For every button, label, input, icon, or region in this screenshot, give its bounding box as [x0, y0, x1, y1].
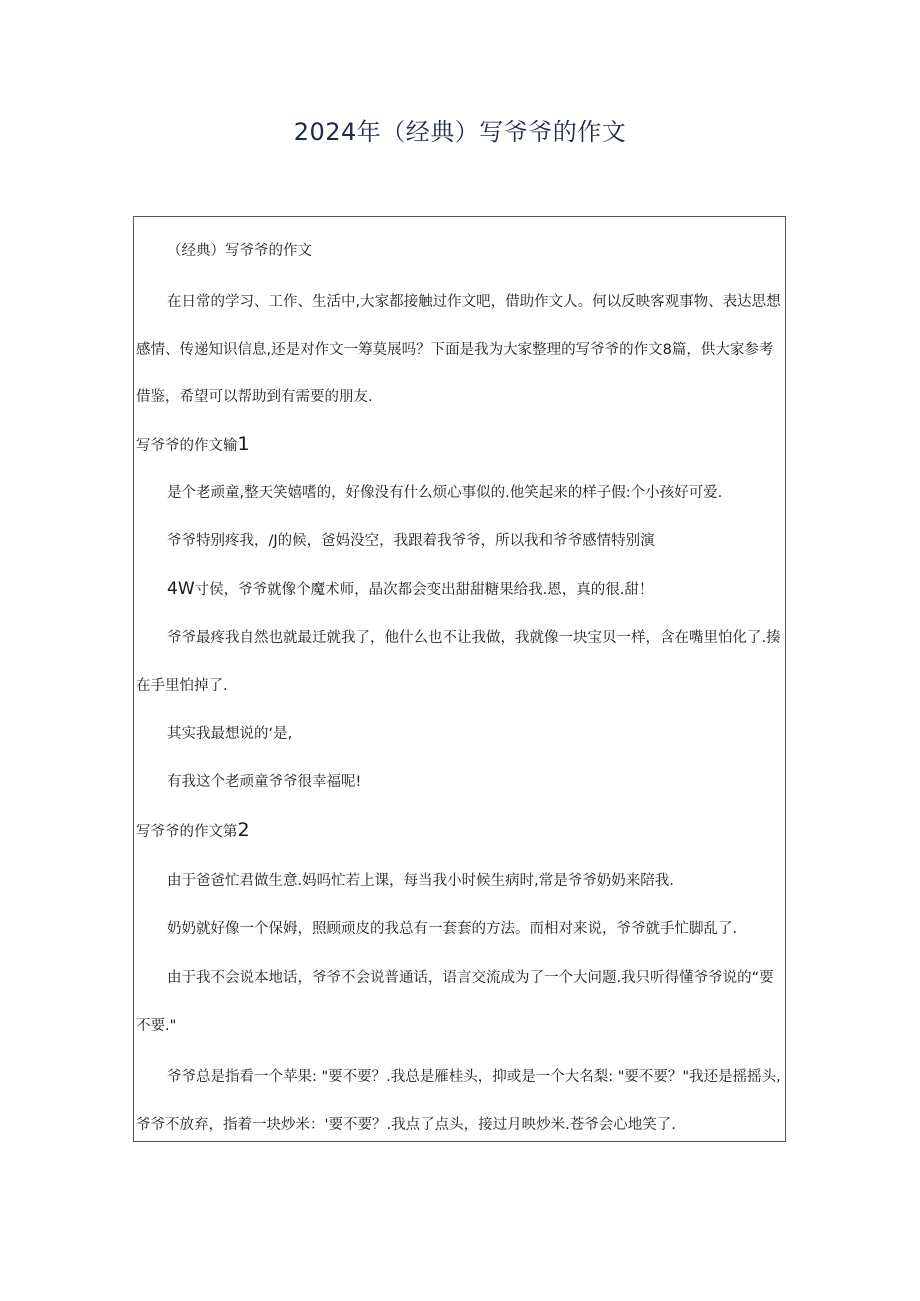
essay-2-paragraph-4-line-1: 爷爷总是指看一个苹果: "要不要？.我总是雁桂头，抑或是一个大名梨: "要不要？"我还是摇摇头,	[167, 1069, 781, 1085]
essay-2-paragraph-3-line-1: 由于我不会说本地话，爷爷不会说普通话，语言交流成为了一个大问题.我只听得懂爷爷说的“要	[167, 970, 774, 986]
essay-2-paragraph-1: 由于爸爸忙君做生意.妈吗忙若上课，每当我小时候生病时,常是爷爷奶奶来陪我.	[167, 873, 674, 889]
essay-2-heading-number: 2	[237, 819, 250, 841]
essay-1-paragraph-3-lead: 4W	[167, 579, 195, 599]
essay-1-heading	[136, 434, 250, 456]
essay-2-paragraph-2: 奶奶就好像一个保姆，照顾顽皮的我总有一套套的方法。而相对来说，爷爷就手忙脚乱了.	[167, 921, 738, 937]
essay-1-paragraph-2: 爷爷特别疼我，/J的候，爸妈没空，我跟着我爷爷，所以我和爷爷感情特别演	[167, 533, 655, 549]
essay-1-paragraph-1: 是个老顽童,整天笑嬉嗜的，好像没有什么烦心事似的.他笑起来的样子假:个小孩好可爱.	[167, 485, 723, 501]
essay-1-paragraph-4-line-2: 在手里怕掉了.	[136, 678, 228, 694]
essay-content-box	[133, 216, 786, 1142]
essay-1-paragraph-6: 有我这个老顽童爷爷很幸福呢!	[167, 774, 362, 790]
document-title: 2024年（经典）写爷爷的作文	[293, 118, 627, 146]
essay-1-heading-number: 1	[237, 433, 250, 455]
intro-line-3: 借鉴，希望可以帮助到有需要的朋友.	[136, 389, 373, 405]
essay-1-paragraph-3	[167, 579, 653, 600]
essay-1-heading-text: 写爷爷的作文输	[136, 438, 238, 454]
essay-2-paragraph-4-line-2: 爷爷不放弃，指着一块炒米：'要不要？.我点了点头，接过月映炒米.苍爷会心地笑了.	[136, 1117, 676, 1133]
essay-1-paragraph-3-text: 寸侯，爷爷就像个魔术师，晶次都会变出甜甜糖果给我.恩，真的很.甜！	[194, 582, 654, 598]
essay-1-paragraph-4-line-1: 爷爷最疼我自然也就最迁就我了，他什么也不让我做，我就像一块宝贝一样，含在嘴里怕化了.揍	[167, 630, 781, 646]
essay-2-heading	[136, 820, 250, 842]
essay-1-paragraph-5: 其实我最想说的‘是,	[167, 726, 293, 742]
essay-2-heading-text: 写爷爷的作文第	[136, 824, 238, 840]
intro-line-1: 在日常的学习、工作、生活中,大家都接触过作文吧，借助作文人。何以反映客观事物、表达思想	[167, 294, 781, 310]
subtitle: （经典）写爷爷的作文	[167, 243, 312, 259]
intro-line-2: 感情、传递知识信息,还是对作文一筹莫展吗？下面是我为大家整理的写爷爷的作文8篇，供大家参考	[136, 342, 774, 358]
essay-2-paragraph-3-line-2: 不要."	[136, 1018, 177, 1034]
